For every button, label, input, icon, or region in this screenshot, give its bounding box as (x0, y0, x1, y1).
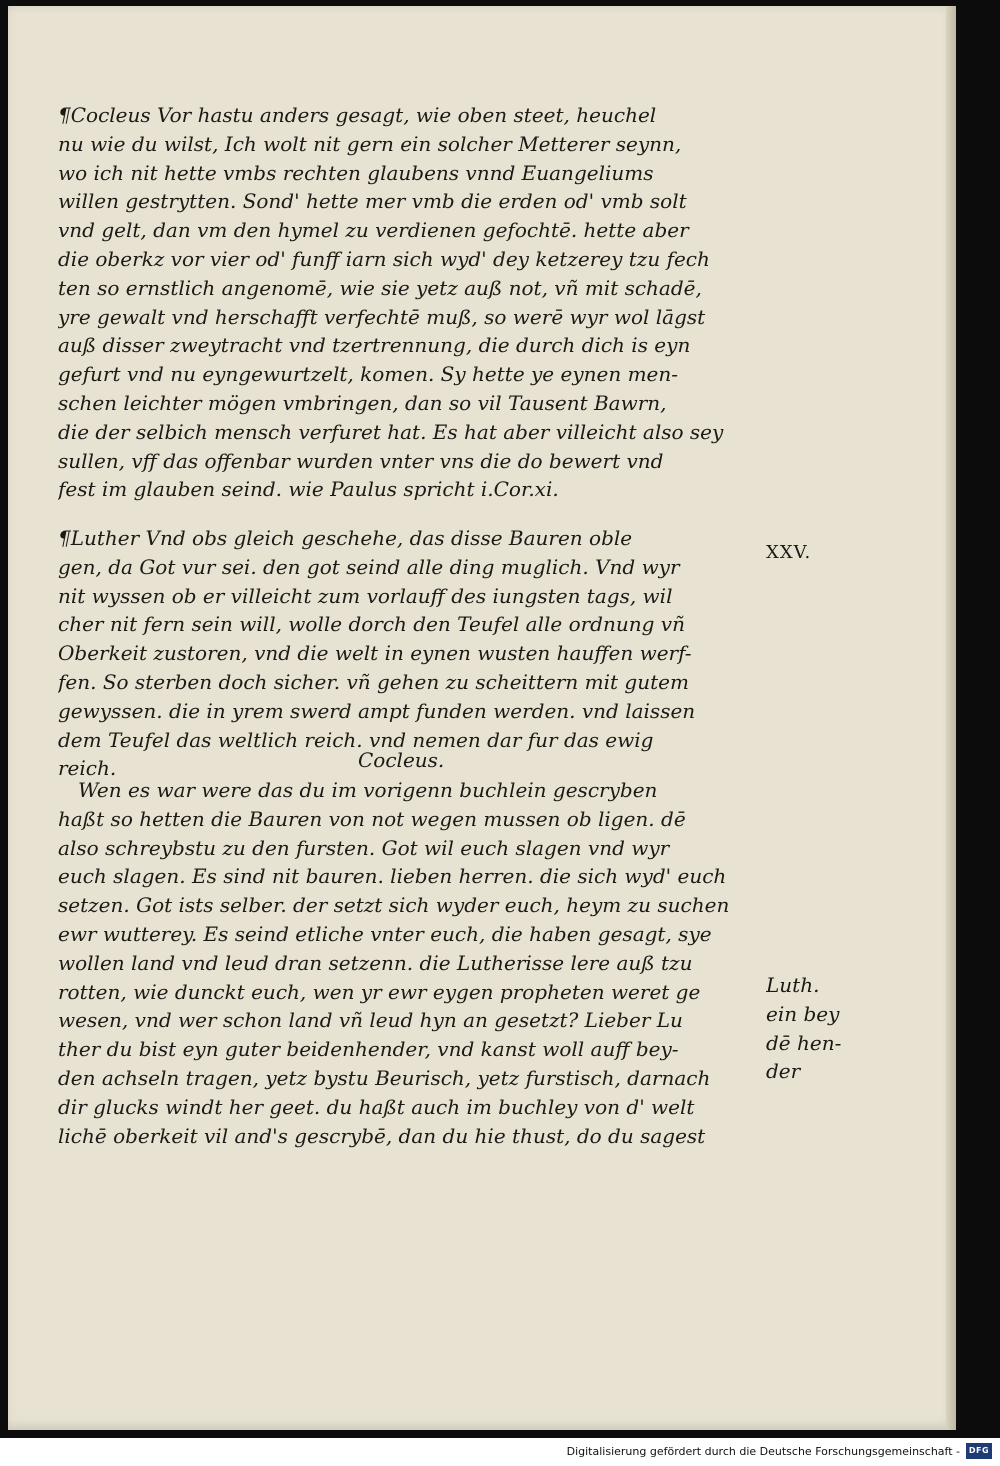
folio-number: XXV. (766, 542, 812, 563)
text-line: ¶Cocleus Vor hastu anders gesagt, wie oben steet, heuchel (58, 103, 657, 127)
text-line: ther du bist eyn guter beidenhender, vnd kanst woll auff bey- (58, 1037, 679, 1062)
text-line: willen gestrytten. Sond' hette mer vmb die erden od' vmb solt (58, 189, 687, 214)
text-line: dem Teufel das weltlich reich. vnd nemen dar fur das ewig (58, 727, 654, 752)
text-line: lichē oberkeit vil and's gescrybē, dan du hie thust, do du sagest (58, 1123, 706, 1148)
text-line: Oberkeit zustoren, vnd die welt in eynen wusten hauffen werf- (58, 641, 692, 666)
text-line: gewyssen. die in yrem swerd ampt funden werden. vnd laissen (58, 698, 696, 723)
text-line: nu wie du wilst, Ich wolt nit gern ein solcher Metterer seynn, (58, 131, 682, 156)
text-line: ¶Luther Vnd obs gleich geschehe, das disse Bauren oble (58, 526, 633, 550)
marginal-line: ein bey (766, 1001, 840, 1026)
marginal-line: der (766, 1059, 801, 1084)
text-line: schen leichter mögen vmbringen, dan so vil Tausent Bawrn, (58, 390, 667, 415)
dfg-credit: Digitalisierung gefördert durch die Deutsche Forschungsgemeinschaft - (566, 1445, 960, 1458)
marginal-note (766, 971, 876, 1086)
text-line: reich. (58, 756, 117, 781)
text-line: die oberkz vor vier od' funff iarn sich wyd' dey ketzerey tzu fech (58, 246, 710, 271)
dfg-logo-icon: DFG (966, 1443, 992, 1459)
speaker-heading-cocleus: Cocleus. (358, 748, 445, 772)
footer-bar (0, 1438, 1000, 1466)
paragraph-cocleus-1 (58, 101, 758, 504)
text-line: gefurt vnd nu eyngewurtzelt, komen. Sy hette ye eynen men- (58, 362, 679, 387)
text-line: Wen es war were das du im vorigenn buchlein gescryben (78, 778, 658, 802)
book-page (8, 6, 956, 1430)
text-line: wollen land vnd leud dran setzenn. die Lutherisse lere auß tzu (58, 950, 693, 975)
text-line: setzen. Got ists selber. der setzt sich wyder euch, heym zu suchen (58, 893, 730, 918)
speaker-heading-block (58, 746, 758, 775)
text-line: wesen, vnd wer schon land vñ leud hyn an gesetzt? Lieber Lu (58, 1008, 683, 1033)
text-line: dir glucks windt her geet. du haßt auch im buchley von d' welt (58, 1094, 695, 1119)
text-line: die der selbich mensch verfuret hat. Es hat aber villeicht also sey (58, 419, 724, 444)
marginal-line: Luth. (766, 973, 820, 997)
text-line: nit wyssen ob er villeicht zum vorlauff des iungsten tags, wil (58, 583, 673, 608)
page-edge-shadow (946, 6, 956, 1430)
text-line: yre gewalt vnd herschafft verfechtē muß, so werē wyr wol lāgst (58, 304, 706, 329)
text-line: sullen, vff das offenbar wurden vnter vns die do bewert vnd (58, 448, 664, 473)
text-line: haßt so hetten die Bauren von not wegen mussen ob ligen. dē (58, 806, 686, 831)
text-line: ten so ernstlich angenomē, wie sie yetz auß not, vñ mit schadē, (58, 275, 702, 300)
text-line: fen. So sterben doch sicher. vñ gehen zu scheittern mit gutem (58, 669, 689, 694)
text-line: vnd gelt, dan vm den hymel zu verdienen gefochtē. hette aber (58, 218, 689, 243)
text-line: auß disser zweytracht vnd tzertrennung, die durch dich is eyn (58, 333, 691, 358)
text-line: ewr wutterey. Es seind etliche vnter euch, die haben gesagt, sye (58, 921, 712, 946)
text-line: fest im glauben seind. wie Paulus spricht i.Cor.xi. (58, 477, 559, 502)
paragraph-luther (58, 524, 758, 783)
text-line: euch slagen. Es sind nit bauren. lieben herren. die sich wyd' euch (58, 864, 727, 889)
text-line: wo ich nit hette vmbs rechten glaubens vnnd Euangeliums (58, 160, 654, 185)
text-line: rotten, wie dunckt euch, wen yr ewr eygen propheten weret ge (58, 979, 701, 1004)
text-line: cher nit fern sein will, wolle dorch den Teufel alle ordnung vñ (58, 612, 685, 637)
text-line: also schreybstu zu den fursten. Got wil euch slagen vnd wyr (58, 835, 670, 860)
text-line: den achseln tragen, yetz bystu Beurisch, yetz furstisch, darnach (58, 1065, 711, 1090)
marginal-line: dē hen- (766, 1030, 842, 1055)
text-line: gen, da Got vur sei. den got seind alle ding muglich. Vnd wyr (58, 554, 680, 579)
paragraph-cocleus-2 (58, 776, 758, 1150)
